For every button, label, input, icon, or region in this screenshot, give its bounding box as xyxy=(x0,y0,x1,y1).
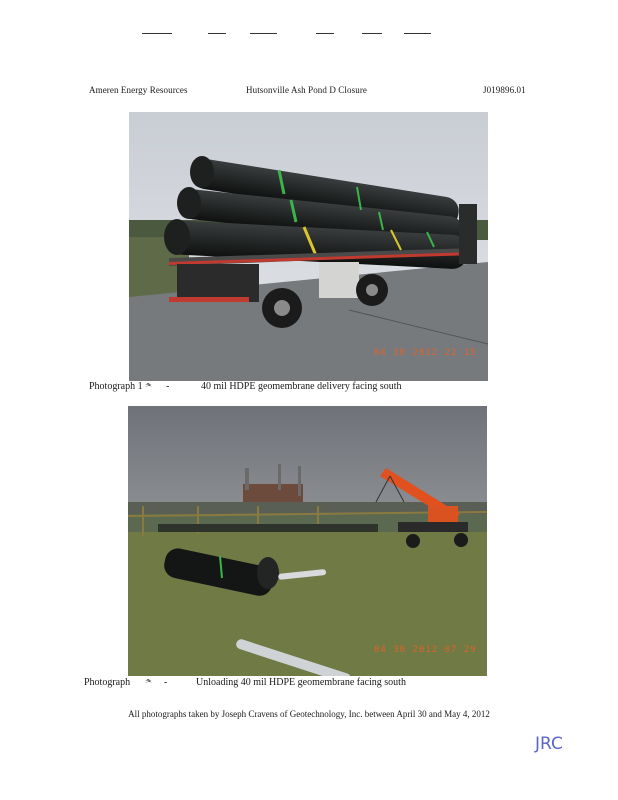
photo-credit-footer: All photographs taken by Joseph Cravens of Geotechnology, Inc. between April 30 and May 4, 2012 xyxy=(128,709,490,719)
photo-2-label: Photograph xyxy=(84,677,131,688)
header-project: Hutsonville Ash Pond D Closure xyxy=(246,85,368,95)
header-project-number: J019896.01 xyxy=(483,85,526,95)
photo-1-mark: ᄎ xyxy=(144,383,153,393)
photo-2-mark: ᄎ xyxy=(144,679,153,689)
photo-2-text: Unloading 40 mil HDPE geomembrane facing south xyxy=(196,677,406,688)
photo-1-date-stamp: 04 30 2012 22 15 xyxy=(374,348,477,358)
photo-1-dash: - xyxy=(166,381,170,392)
photo-2-date-stamp: 04 30 2012 07 29 xyxy=(374,645,477,655)
header-company: Ameren Energy Resources xyxy=(89,85,188,95)
photo-1-caption xyxy=(89,381,509,395)
photo-1-text: 40 mil HDPE geomembrane delivery facing south xyxy=(201,381,402,392)
handwritten-initials: JRC xyxy=(535,734,563,754)
photo-2-dash: - xyxy=(164,677,168,688)
photo-unloading xyxy=(128,406,487,676)
photo-delivery xyxy=(129,112,488,381)
photo-2-caption xyxy=(84,677,504,691)
photo-1-label: Photograph 1 xyxy=(89,381,143,392)
